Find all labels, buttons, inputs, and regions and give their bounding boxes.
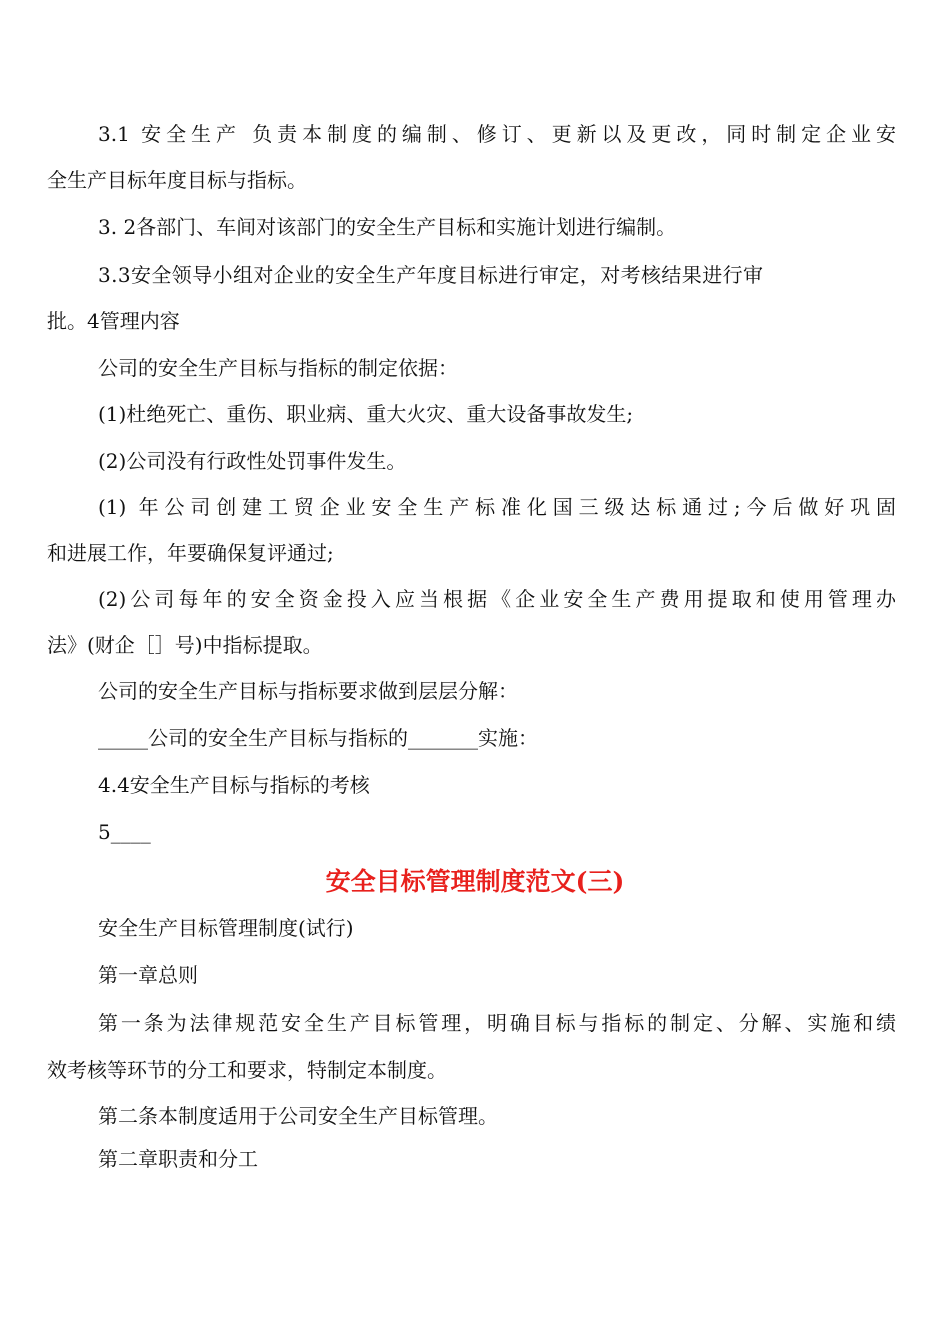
decompose-text: 公司的安全生产目标与指标要求做到层层分解： <box>98 679 518 703</box>
target-item-2-line1: (2)公司每年的安全资金投入应当根据《企业安全生产费用提取和使用管理办 <box>98 587 896 611</box>
chapter-2-heading: 第二章职责和分工 <box>98 1147 258 1171</box>
basis-item-1: (1)杜绝死亡、重伤、职业病、重大火灾、重大设备事故发生; <box>98 402 634 426</box>
paragraph-3-2: 3. 2各部门、车间对该部门的安全生产目标和实施计划进行编制。 <box>98 215 677 239</box>
paragraph-3-1-line1: 3.1 安全生产 负责本制度的编制、修订、更新以及更改，同时制定企业安 <box>98 122 896 146</box>
paragraph-3-1-line2: 全生产目标年度目标与指标。 <box>47 168 307 192</box>
paragraph-3-3-line2: 批。4管理内容 <box>47 309 180 333</box>
target-item-1-line2: 和进展工作，年要确保复评通过; <box>47 541 334 565</box>
target-item-2-line2: 法》(财企［］号)中指标提取。 <box>47 633 323 657</box>
section-5-heading: 5____ <box>98 820 151 844</box>
assessment-heading: 4.4安全生产目标与指标的考核 <box>98 773 370 797</box>
article-1-line2: 效考核等环节的分工和要求，特制定本制度。 <box>47 1058 447 1082</box>
document-title: 安全目标管理制度范文(三) <box>325 867 625 896</box>
chapter-1-heading: 第一章总则 <box>98 963 198 987</box>
subtitle: 安全生产目标管理制度(试行) <box>98 916 354 940</box>
basis-item-2: (2)公司没有行政性处罚事件发生。 <box>98 449 407 473</box>
target-item-1-line1: (1) 年公司创建工贸企业安全生产标准化国三级达标通过;今后做好巩固 <box>98 495 896 519</box>
implement-text: _____公司的安全生产目标与指标的_______实施： <box>98 726 538 750</box>
paragraph-3-3-line1: 3.3安全领导小组对企业的安全生产年度目标进行审定，对考核结果进行审 <box>98 263 764 287</box>
basis-intro: 公司的安全生产目标与指标的制定依据： <box>98 356 458 380</box>
article-1-line1: 第一条为法律规范安全生产目标管理，明确目标与指标的制定、分解、实施和绩 <box>98 1011 896 1035</box>
article-2: 第二条本制度适用于公司安全生产目标管理。 <box>98 1104 498 1128</box>
